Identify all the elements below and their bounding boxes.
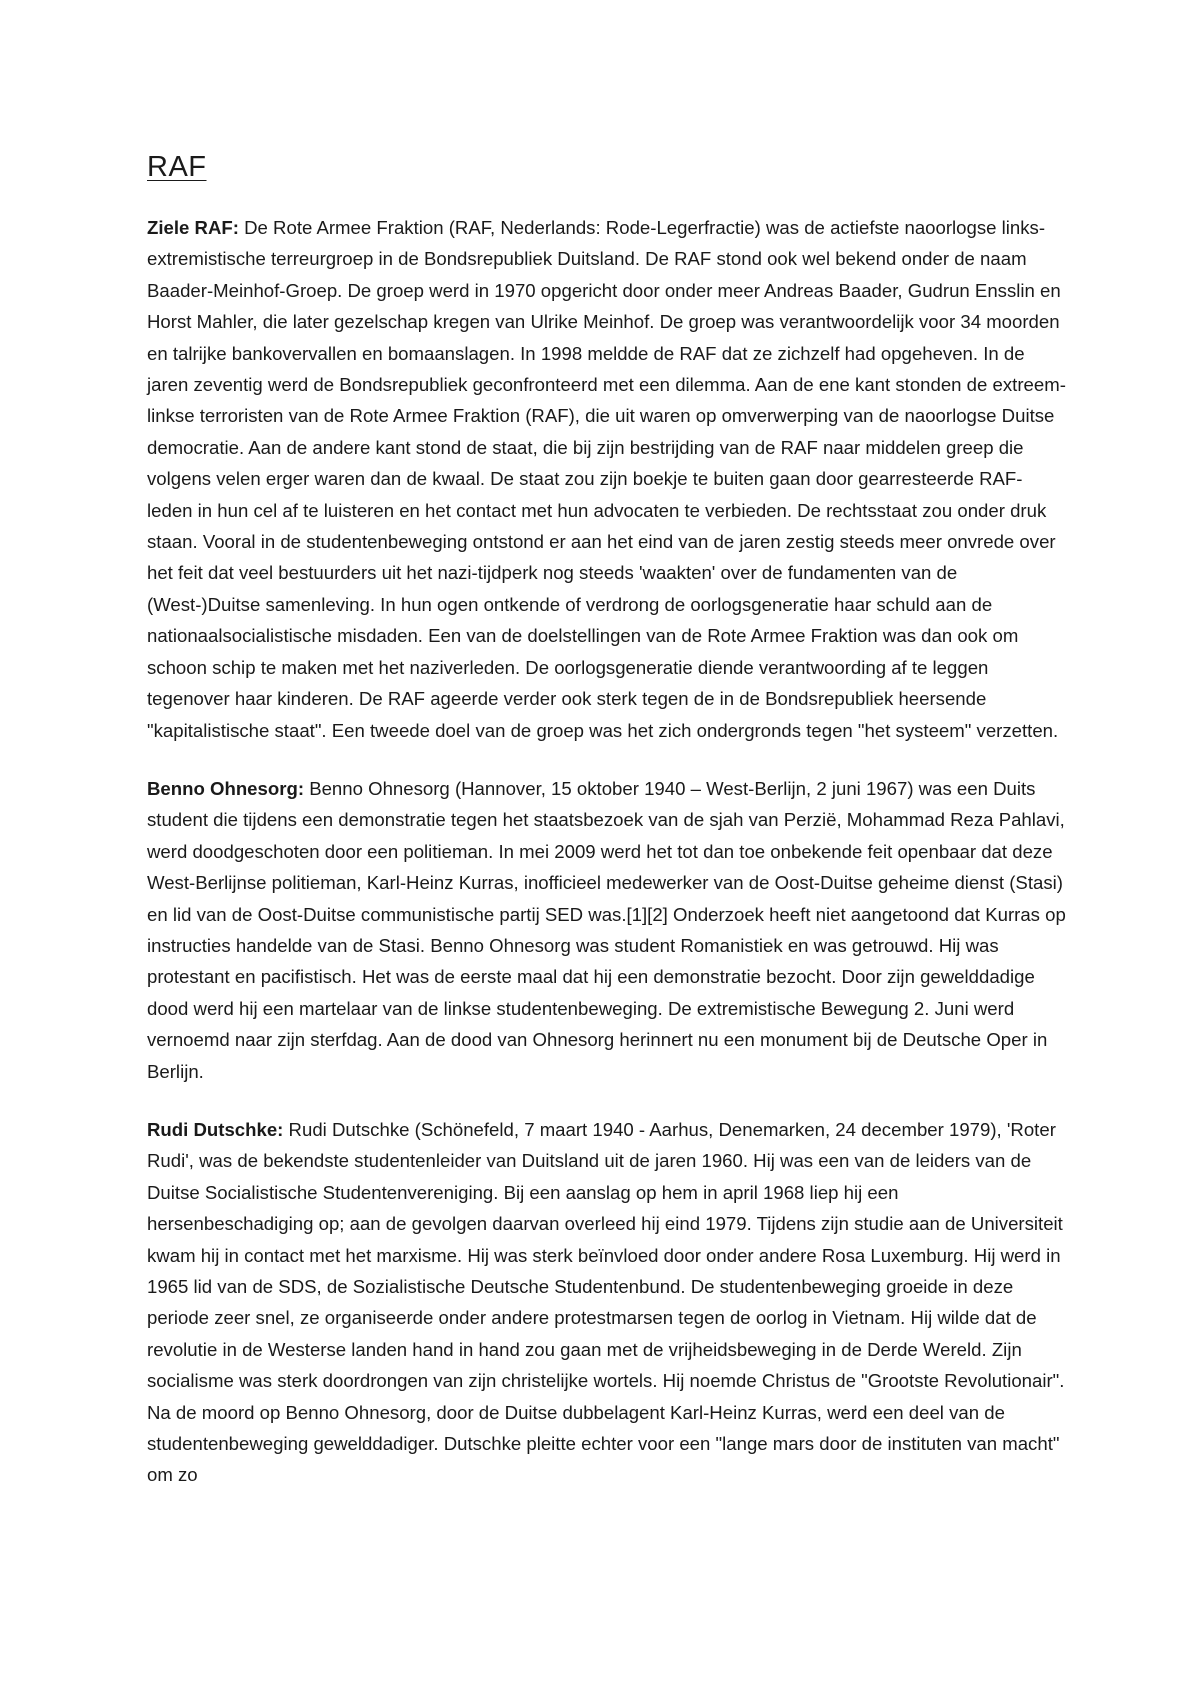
section-body: Rudi Dutschke (Schönefeld, 7 maart 1940 - Aarhus, Denemarken, 24 december 1979), 'Roter Rudi', was de bekendste studentenleider van Duitsland uit de jaren 1960. Hij was een van de leiders van de Duitse Socialistische Studentenvereniging. Bij een aanslag op hem in april 1968 liep hij een hersenbeschadiging op; aan de gevolgen daarvan overleed hij eind 1979. Tijdens zijn studie aan de Universiteit kwam hij in contact met het marxisme. Hij was sterk beïnvloed door onder andere Rosa Luxemburg. Hij werd in 1965 lid van de SDS, de Sozialistische Deutsche Studentenbund. De studentenbeweging groeide in deze periode zeer snel, ze organiseerde onder andere protestmarsen tegen de oorlog in Vietnam. Hij wilde dat de revolutie in de Westerse landen hand in hand zou gaan met de vrijheidsbeweging in de Derde Wereld. Zijn socialisme was sterk doordrongen van zijn christelijke wortels. Hij noemde Christus de "Grootste Revolutionair". Na de moord op Benno Ohnesorg, door de Duitse dubbelagent Karl-Heinz Kurras, werd een deel van de studentenbeweging gewelddadiger. Dutschke pleitte echter voor een "lange mars door de instituten van macht" om zo [147, 1118, 1065, 1486]
section-body: De Rote Armee Fraktion (RAF, Nederlands: Rode-Legerfractie) was de actiefste naoorlogse links-extremistische terreurgroep in de Bondsrepubliek Duitsland. De RAF stond ook wel bekend onder de naam Baader-Meinhof-Groep. De groep werd in 1970 opgericht door onder meer Andreas Baader, Gudrun Ensslin en Horst Mahler, die later gezelschap kregen van Ulrike Meinhof. De groep was verantwoordelijk voor 34 moorden en talrijke bankovervallen en bomaanslagen. In 1998 meldde de RAF dat ze zichzelf had opgeheven. In de jaren zeventig werd de Bondsrepubliek geconfronteerd met een dilemma. Aan de ene kant stonden de extreem-linkse terroristen van de Rote Armee Fraktion (RAF), die uit waren op omverwerping van de naoorlogse Duitse democratie. Aan de andere kant stond de staat, die bij zijn bestrijding van de RAF naar middelen greep die volgens velen erger waren dan de kwaal. De staat zou zijn boekje te buiten gaan door gearresteerde RAF-leden in hun cel af te luisteren en het contact met hun advocaten te verbieden. De rechtsstaat zou onder druk staan. Vooral in de studentenbeweging ontstond er aan het eind van de jaren zestig steeds meer onvrede over het feit dat veel bestuurders uit het nazi-tijdperk nog steeds 'waakten' over de fundamenten van de (West-)Duitse samenleving. In hun ogen ontkende of verdrong de oorlogsgeneratie haar schuld aan de nationaalsocialistische misdaden. Een van de doelstellingen van de Rote Armee Fraktion was dan ook om schoon schip te maken met het naziverleden. De oorlogsgeneratie diende verantwoording af te leggen tegenover haar kinderen. De RAF ageerde verder ook sterk tegen de in de Bondsrepubliek heersende "kapitalistische staat". Een tweede doel van de groep was het zich ondergronds tegen "het systeem" verzetten. [147, 217, 1066, 741]
document-title: RAF [147, 151, 207, 183]
section-rudi-dutschke [147, 1114, 1067, 1491]
section-heading: Ziele RAF: [147, 217, 245, 238]
section-heading: Benno Ohnesorg: [147, 777, 310, 799]
document-content [147, 150, 1067, 1518]
section-body: Benno Ohnesorg (Hannover, 15 oktober 1940 – West-Berlijn, 2 juni 1967) was een Duits student die tijdens een demonstratie tegen het staatsbezoek van de sjah van Perzië, Mohammad Reza Pahlavi, werd doodgeschoten door een politieman. In mei 2009 werd het tot dan toe onbekende feit openbaar dat deze West-Berlijnse politieman, Karl-Heinz Kurras, inofficieel medewerker van de Oost-Duitse geheime dienst (Stasi) en lid van de Oost-Duitse communistische partij SED was.[1][2] Onderzoek heeft niet aangetoond dat Kurras op instructies handelde van de Stasi. Benno Ohnesorg was student Romanistiek en was getrouwd. Hij was protestant en pacifistisch. Het was de eerste maal dat hij een demonstratie bezocht. Door zijn gewelddadige dood werd hij een martelaar van de linkse studentenbeweging. De extremistische Bewegung 2. Juni werd vernoemd naar zijn sterfdag. Aan de dood van Ohnesorg herinnert nu een monument bij de Deutsche Oper in Berlijn. [147, 777, 1066, 1082]
section-ziele-raf [147, 212, 1067, 746]
section-benno-ohnesorg [147, 773, 1067, 1087]
section-heading: Rudi Dutschke: [147, 1118, 289, 1140]
